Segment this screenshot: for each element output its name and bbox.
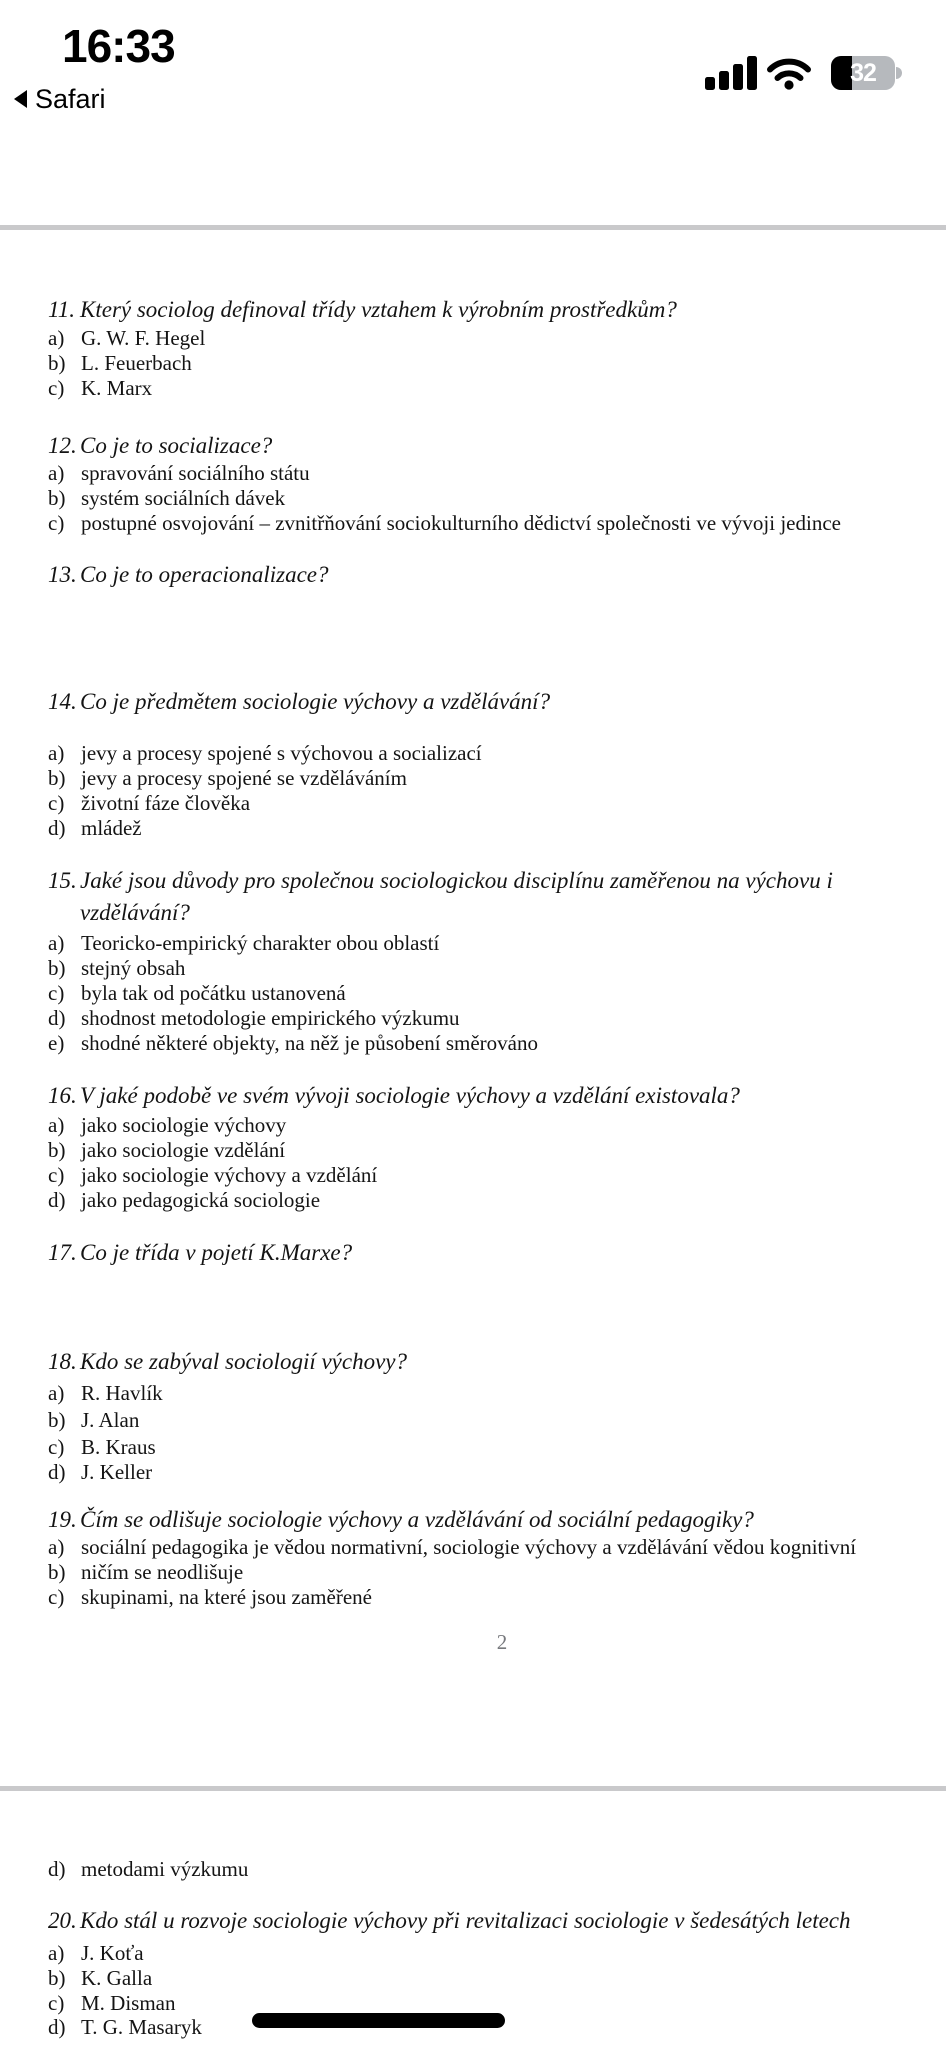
option-text: Teoricko-empirický charakter obou oblastí bbox=[81, 931, 440, 955]
option-text: shodné některé objekty, na něž je působení směrováno bbox=[81, 1031, 538, 1055]
option-text: postupné osvojování – zvnitřňování sociokulturního dědictví společnosti ve vývoji jedince bbox=[81, 511, 841, 535]
option-letter: c) bbox=[48, 1991, 65, 2015]
option-letter: a) bbox=[48, 461, 65, 485]
question-text: V jaké podobě ve svém vývoji sociologie výchovy a vzdělání existovala? bbox=[80, 1083, 740, 1108]
question-number: 20. bbox=[48, 1908, 77, 1933]
option-text: G. W. F. Hegel bbox=[81, 326, 206, 350]
option-text: R. Havlík bbox=[81, 1381, 163, 1405]
question-text: Kdo stál u rozvoje sociologie výchovy při revitalizaci sociologie v šedesátých letech bbox=[80, 1908, 851, 1933]
option-letter: b) bbox=[48, 1966, 66, 1990]
option-letter: c) bbox=[48, 1585, 65, 1609]
option-letter: b) bbox=[48, 766, 66, 790]
option-row bbox=[48, 1990, 176, 2016]
option-text: metodami výzkumu bbox=[81, 1857, 249, 1881]
option-text: jako pedagogická sociologie bbox=[81, 1188, 321, 1212]
option-letter: b) bbox=[48, 486, 66, 510]
option-letter: a) bbox=[48, 1941, 65, 1965]
question-number: 19. bbox=[48, 1507, 77, 1532]
option-letter: d) bbox=[48, 816, 66, 840]
question-text: Jaké jsou důvody pro společnou sociologickou disciplínu zaměřenou na výchovu i bbox=[80, 868, 833, 893]
option-letter: b) bbox=[48, 1138, 66, 1162]
option-text: J. Alan bbox=[81, 1408, 140, 1432]
question-text: Kdo se zabýval sociologií výchovy? bbox=[80, 1349, 408, 1374]
option-text: stejný obsah bbox=[81, 956, 186, 980]
option-letter: d) bbox=[48, 2015, 66, 2039]
question-text: Co je předmětem sociologie výchovy a vzdělávání? bbox=[80, 689, 551, 714]
option-text: jako sociologie výchovy a vzdělání bbox=[81, 1163, 378, 1187]
question-number: 17. bbox=[48, 1240, 77, 1265]
option-row bbox=[48, 2014, 202, 2040]
status-time: 16:33 bbox=[62, 20, 175, 72]
option-letter: c) bbox=[48, 791, 65, 815]
option-letter: a) bbox=[48, 741, 65, 765]
option-letter: c) bbox=[48, 981, 65, 1005]
option-letter: b) bbox=[48, 351, 66, 375]
option-letter: c) bbox=[48, 1435, 65, 1459]
question-number: 11. bbox=[48, 297, 76, 322]
option-letter: a) bbox=[48, 1113, 65, 1137]
option-letter: c) bbox=[48, 511, 65, 535]
option-letter: e) bbox=[48, 1031, 65, 1055]
option-text: sociální pedagogika je vědou normativní, sociologie výchovy a vzdělávání vědou kognitivní bbox=[81, 1535, 857, 1559]
option-text: ničím se neodlišuje bbox=[81, 1560, 244, 1584]
option-row bbox=[48, 1856, 248, 1882]
question-text: Co je to operacionalizace? bbox=[80, 562, 329, 587]
option-text: B. Kraus bbox=[81, 1435, 156, 1459]
option-letter: d) bbox=[48, 1188, 66, 1212]
option-letter: a) bbox=[48, 1535, 65, 1559]
option-text: jevy a procesy spojené s výchovou a socializací bbox=[81, 741, 482, 765]
option-text: systém sociálních dávek bbox=[81, 486, 286, 510]
question-20 bbox=[48, 1908, 851, 1934]
option-text: jevy a procesy spojené se vzděláváním bbox=[81, 766, 407, 790]
question-number: 15. bbox=[48, 868, 77, 893]
option-text: životní fáze člověka bbox=[81, 791, 251, 815]
option-text: L. Feuerbach bbox=[81, 351, 192, 375]
battery-percent: 32 bbox=[850, 58, 876, 87]
option-row bbox=[48, 1940, 144, 1966]
question-number: 16. bbox=[48, 1083, 77, 1108]
redaction-marker-bar bbox=[252, 2013, 505, 2028]
option-letter: c) bbox=[48, 1163, 65, 1187]
option-letter: a) bbox=[48, 326, 65, 350]
option-letter: a) bbox=[48, 1381, 65, 1405]
page-number: 2 bbox=[496, 1630, 508, 1654]
option-letter: c) bbox=[48, 376, 65, 400]
option-text: byla tak od počátku ustanovená bbox=[81, 981, 346, 1005]
question-text: Co je třída v pojetí K.Marxe? bbox=[80, 1240, 353, 1265]
option-text: K. Galla bbox=[81, 1966, 153, 1990]
option-text: skupinami, na které jsou zaměřené bbox=[81, 1585, 372, 1609]
question-15-line2: vzdělávání? bbox=[80, 900, 190, 925]
question-number: 12. bbox=[48, 433, 77, 458]
question-text: Co je to socializace? bbox=[80, 433, 273, 458]
option-row bbox=[48, 1965, 152, 1991]
question-text: Čím se odlišuje sociologie výchovy a vzdělávání od sociální pedagogiky? bbox=[80, 1507, 754, 1532]
option-letter: d) bbox=[48, 1460, 66, 1484]
question-number: 14. bbox=[48, 689, 77, 714]
option-text: mládež bbox=[81, 816, 142, 840]
option-letter: d) bbox=[48, 1006, 66, 1030]
option-text: jako sociologie výchovy bbox=[81, 1113, 287, 1137]
option-text: shodnost metodologie empirického výzkumu bbox=[81, 1006, 460, 1030]
question-number: 13. bbox=[48, 562, 77, 587]
option-letter: a) bbox=[48, 931, 65, 955]
back-button-label: Safari bbox=[35, 84, 106, 114]
option-letter: b) bbox=[48, 956, 66, 980]
question-text: Který sociolog definoval třídy vztahem k výrobním prostředkům? bbox=[80, 297, 677, 322]
option-text: spravování sociálního státu bbox=[81, 461, 310, 485]
option-text: K. Marx bbox=[81, 376, 153, 400]
option-text: jako sociologie vzdělání bbox=[81, 1138, 286, 1162]
option-text: T. G. Masaryk bbox=[81, 2015, 202, 2039]
option-text: M. Disman bbox=[81, 1991, 176, 2015]
option-text: J. Keller bbox=[81, 1460, 153, 1484]
option-text: J. Koťa bbox=[81, 1941, 144, 1965]
option-letter: b) bbox=[48, 1408, 66, 1432]
question-number: 18. bbox=[48, 1349, 77, 1374]
option-letter: b) bbox=[48, 1560, 66, 1584]
option-letter: d) bbox=[48, 1857, 66, 1881]
